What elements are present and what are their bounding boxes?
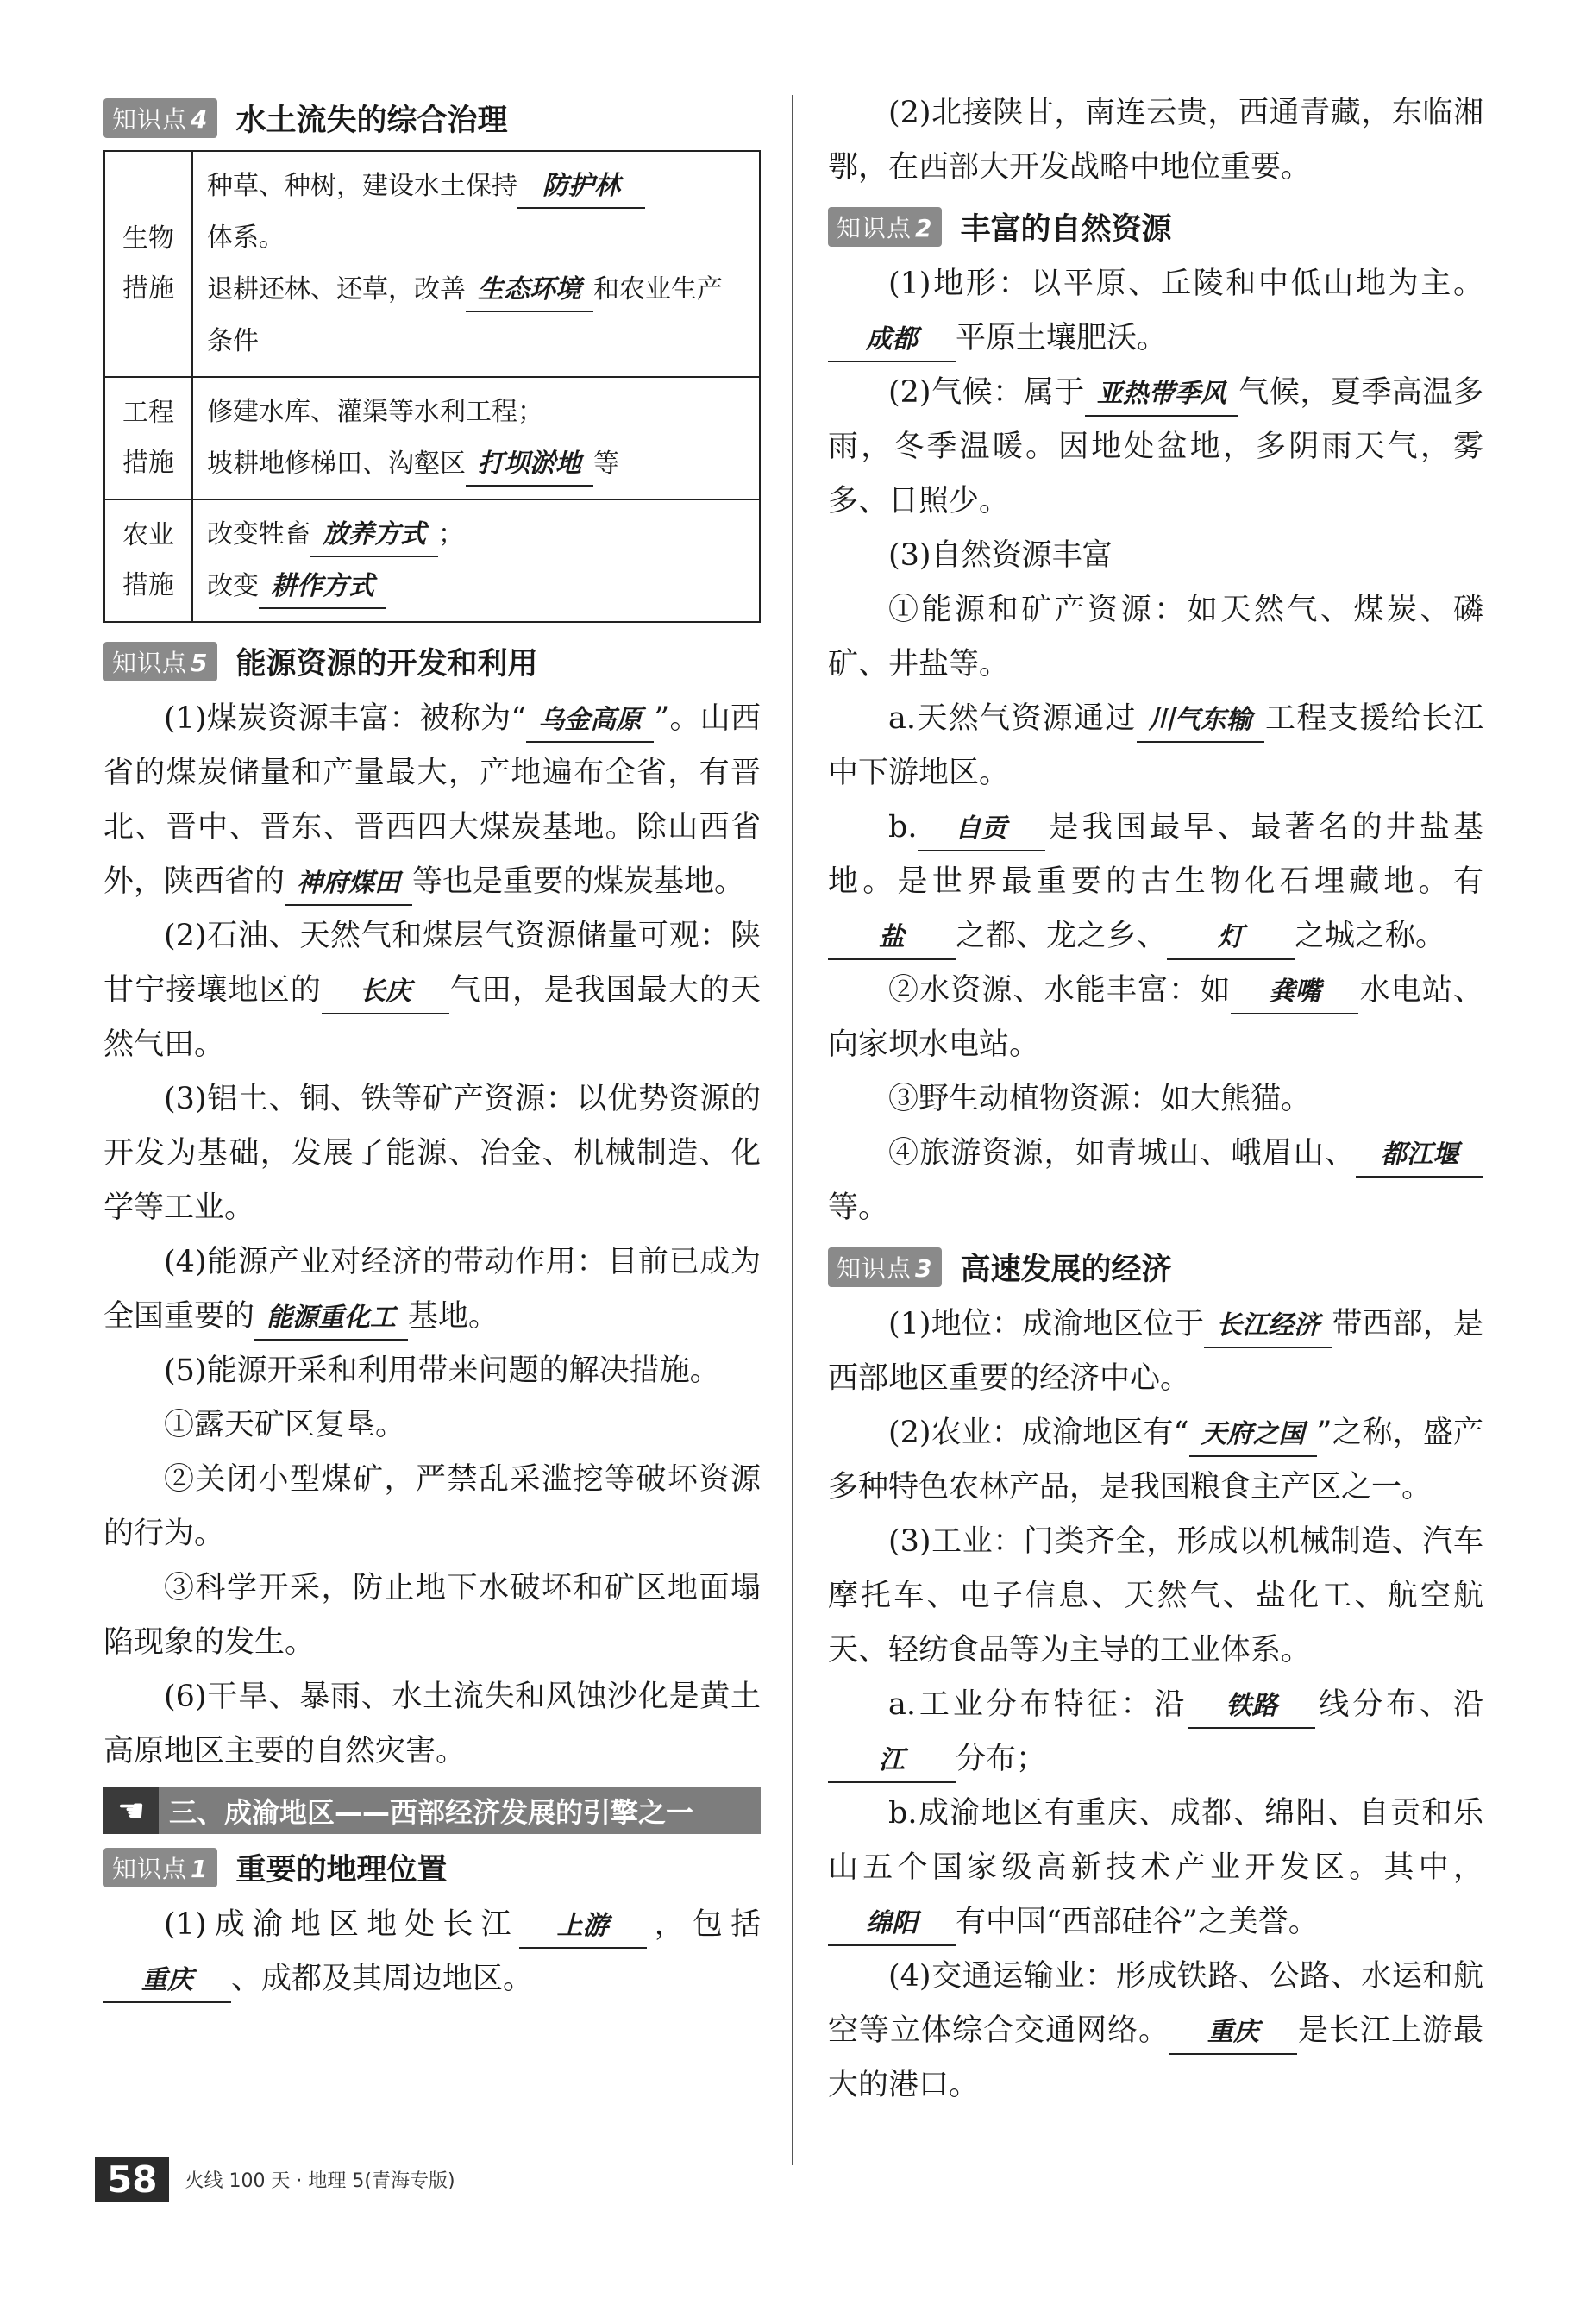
answer-blank: 川气东输 bbox=[1137, 700, 1264, 743]
kp5-p5-1: ①露天矿区复垦。 bbox=[164, 1408, 406, 1442]
answer-blank: 都江堰 bbox=[1356, 1134, 1483, 1178]
kp3-p2: (2)农业：成渝地区有“ 天府之国 ”之称，盛产多种特色农林产品，是我国粮食主产区之一。 bbox=[828, 1416, 1483, 1504]
kp5-p5: (5)能源开采和利用带来问题的解决措施。 bbox=[164, 1354, 720, 1388]
page-footer bbox=[95, 2157, 455, 2202]
kp3-p3-a: a.工业分布特征：沿 铁路 线分布、沿江 分布； bbox=[828, 1678, 1483, 1787]
answer-blank: 天府之国 bbox=[1189, 1414, 1317, 1457]
left-column bbox=[103, 86, 761, 2007]
pos-p2: (2)北接陕甘，南连云贵，西通青藏，东临湘鄂，在西部大开发战略中地位重要。 bbox=[828, 96, 1483, 185]
kp3-heading bbox=[828, 1241, 1483, 1294]
answer-blank: 亚热带季风 bbox=[1085, 374, 1238, 417]
answer-blank: 能源重化工 bbox=[254, 1297, 408, 1341]
kp3-title: 高速发展的经济 bbox=[960, 1253, 1172, 1287]
kp3-p1: (1)地位：成渝地区位于 长江经济 带西部，是西部地区重要的经济中心。 bbox=[828, 1307, 1483, 1396]
answer-blank: 灯 bbox=[1167, 917, 1295, 960]
answer-blank: 成都 bbox=[828, 319, 956, 362]
kp2-p3-a: a.天然气资源通过 川气东输 工程支援给长江中下游地区。 bbox=[828, 701, 1483, 790]
column-divider bbox=[792, 95, 793, 2165]
answer-blank: 重庆 bbox=[1169, 2012, 1297, 2055]
kp3-badge: 知识点 3 bbox=[828, 1247, 942, 1287]
answer-blank: 乌金高原 bbox=[526, 700, 654, 743]
kp4-title: 水土流失的综合治理 bbox=[235, 104, 508, 138]
book-title: 火线 100 天 · 地理 5(青海专版) bbox=[185, 2170, 455, 2192]
kp2-p3: (3)自然资源丰富 bbox=[888, 538, 1113, 573]
kp1-title: 重要的地理位置 bbox=[235, 1853, 448, 1887]
kp1-p1: (1)成渝地区地处长江 上游 ，包括重庆 、成都及其周边地区。 bbox=[103, 1898, 761, 2007]
answer-blank: 绵阳 bbox=[828, 1903, 956, 1946]
kp5-badge: 知识点 5 bbox=[103, 642, 217, 681]
answer-blank: 放养方式 bbox=[310, 514, 438, 557]
kp5-p5-2: ②关闭小型煤矿，严禁乱采滥挖等破坏资源的行为。 bbox=[103, 1462, 761, 1551]
table-row-eng bbox=[104, 377, 760, 499]
answer-blank: 龚嘴 bbox=[1231, 971, 1358, 1014]
kp5-heading bbox=[103, 635, 761, 688]
answer-blank: 长江经济 bbox=[1204, 1305, 1332, 1348]
kp2-p1: (1)地形：以平原、丘陵和中低山地为主。成都 平原土壤肥沃。 bbox=[828, 257, 1483, 366]
bio-content: 种草、种树，建设水土保持 防护林 体系。 退耕还林、还草，改善 生态环境 和农业生产条件 bbox=[192, 151, 760, 377]
section-banner-title: 三、成渝地区——西部经济发展的引擎之一 bbox=[169, 1796, 694, 1829]
answer-blank: 上游 bbox=[519, 1906, 647, 1949]
answer-blank: 防护林 bbox=[517, 166, 645, 209]
kp5-p5-3: ③科学开采，防止地下水破坏和矿区地面塌陷现象的发生。 bbox=[103, 1571, 761, 1660]
kp3-p4: (4)交通运输业：形成铁路、公路、水运和航空等立体综合交通网络。 重庆 是长江上游最大的港口。 bbox=[828, 1959, 1483, 2102]
kp2-heading bbox=[828, 200, 1483, 254]
soil-erosion-measures-table bbox=[103, 150, 761, 623]
kp2-p3-1: ①能源和矿产资源：如天然气、煤炭、磷矿、井盐等。 bbox=[828, 593, 1483, 681]
kp3-p3: (3)工业：门类齐全，形成以机械制造、汽车摩托车、电子信息、天然气、盐化工、航空航天、轻纺食品等为主导的工业体系。 bbox=[828, 1524, 1483, 1668]
kp1-badge: 知识点 1 bbox=[103, 1848, 217, 1887]
kp5-p1: (1)煤炭资源丰富：被称为“ 乌金高原 ”。山西省的煤炭储量和产量最大，产地遍布全省，有晋北、晋中、晋东、晋西四大煤炭基地。除山西省外，陕西省的 神府煤田 等也是重要的煤炭基地。 bbox=[103, 692, 761, 909]
answer-blank: 江 bbox=[828, 1740, 956, 1783]
kp3-p3-b: b.成渝地区有重庆、成都、绵阳、自贡和乐山五个国家级高新技术产业开发区。其中，绵阳 有中国“西部硅谷”之美誉。 bbox=[828, 1787, 1483, 1950]
pointing-hand-icon: ☚ bbox=[103, 1787, 159, 1834]
answer-blank: 重庆 bbox=[103, 1960, 231, 2003]
eng-label: 工程 措施 bbox=[104, 377, 192, 499]
agr-content: 改变牲畜 放养方式 ； 改变 耕作方式 bbox=[192, 499, 760, 622]
answer-blank: 自贡 bbox=[918, 808, 1045, 851]
answer-blank: 打坝淤地 bbox=[466, 443, 593, 487]
kp4-heading bbox=[103, 91, 761, 145]
kp5-p4: (4)能源产业对经济的带动作用：目前已成为全国重要的 能源重化工 基地。 bbox=[103, 1235, 761, 1344]
kp2-p3-3: ③野生动植物资源：如大熊猫。 bbox=[888, 1082, 1312, 1116]
kp2-p3-2: ②水资源、水能丰富：如 龚嘴 水电站、向家坝水电站。 bbox=[828, 973, 1483, 1062]
eng-content: 修建水库、灌渠等水利工程； 坡耕地修梯田、沟壑区 打坝淤地 等 bbox=[192, 377, 760, 499]
page-number: 58 bbox=[95, 2157, 169, 2202]
agr-label: 农业 措施 bbox=[104, 499, 192, 622]
kp2-badge: 知识点 2 bbox=[828, 207, 942, 247]
kp1-heading bbox=[103, 1841, 761, 1894]
answer-blank: 长庆 bbox=[322, 971, 449, 1014]
answer-blank: 耕作方式 bbox=[259, 566, 386, 609]
kp5-p6: (6)干旱、暴雨、水土流失和风蚀沙化是黄土高原地区主要的自然灾害。 bbox=[103, 1680, 761, 1768]
kp5-title: 能源资源的开发和利用 bbox=[235, 647, 538, 681]
kp2-title: 丰富的自然资源 bbox=[960, 212, 1172, 247]
answer-blank: 生态环境 bbox=[466, 269, 593, 312]
answer-blank: 神府煤田 bbox=[285, 863, 412, 906]
answer-blank: 盐 bbox=[828, 917, 956, 960]
kp2-p2: (2)气候：属于 亚热带季风 气候，夏季高温多雨，冬季温暖。因地处盆地，多阴雨天气，雾多、日照少。 bbox=[828, 375, 1483, 518]
section-banner bbox=[103, 1787, 761, 1834]
kp4-badge: 知识点 4 bbox=[103, 98, 217, 138]
bio-label: 生物 措施 bbox=[104, 151, 192, 377]
kp5-p2: (2)石油、天然气和煤层气资源储量可观：陕甘宁接壤地区的 长庆 气田，是我国最大的天然气田。 bbox=[103, 919, 761, 1062]
kp2-p3-b: b. 自贡 是我国最早、最著名的井盐基地。是世界最重要的古生物化石埋藏地。有盐 之都、龙之乡、 灯 之城之称。 bbox=[828, 801, 1483, 964]
answer-blank: 铁路 bbox=[1188, 1686, 1315, 1729]
right-column bbox=[828, 86, 1483, 2113]
table-row-bio bbox=[104, 151, 760, 377]
kp5-p3: (3)铝土、铜、铁等矿产资源：以优势资源的开发为基础，发展了能源、冶金、机械制造、化学等工业。 bbox=[103, 1082, 761, 1225]
kp2-p3-4: ④旅游资源，如青城山、峨眉山、 都江堰等。 bbox=[828, 1127, 1483, 1235]
table-row-agr bbox=[104, 499, 760, 622]
